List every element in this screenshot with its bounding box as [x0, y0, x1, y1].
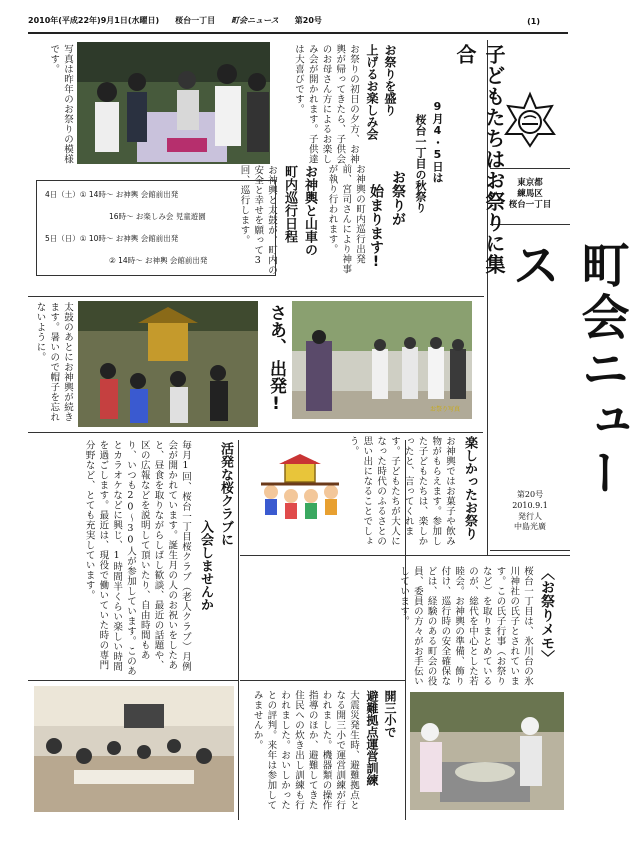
tanoshikatta-body: お神輿ではお菓子や飲み物がもらえます。参加した子どもたちは、楽しかったと、言ってくれます。子どもたちが大人になった時代のふるさとの思い出になることでしょう。	[347, 436, 455, 546]
header-date: 2010年(平成22年)9月1日(水曜日)	[28, 15, 160, 25]
kappatsu-body2	[302, 564, 398, 674]
kappatsu-body: 毎月1回、桜台一丁目桜クラブ（老人クラブ）月例会が開かれています。誕生月の人のお祝いをしたあと、昼食を取りながらしばし歓談、最近の話題や、区の広報などを説明して頂いたり、自由時間もあり、いつも20～30人が参加しています。このあとカラオケなどに興じ、1時間半くらい楽しい時間を過ごします。最近は、現役で働いていた時の専門分野など、とても充実しています。	[83, 440, 191, 676]
masthead-publisher-label: 発行人	[518, 511, 542, 521]
top-story-body: お神輿の町内巡行出発前、宮司さんにより神事が執り行われます。	[326, 164, 365, 274]
masthead-location2: 練馬区	[517, 189, 543, 200]
schedule-row: 16時～ お楽しみ会 児童遊園	[109, 212, 206, 221]
top-story-sub3: お神輿と山車の	[302, 165, 317, 256]
drill-cooking-photo	[410, 692, 564, 810]
schedule-row: ② 14時～ お神輿 会館前出発	[109, 256, 208, 265]
saa-head2: 出発!	[266, 360, 286, 414]
masthead-issue: 第20号	[516, 490, 544, 499]
masthead-title: 町会ニュース	[504, 240, 629, 500]
tanoshikatta-head: 楽しかったお祭り	[462, 436, 477, 540]
festival-photo-mikoshi	[78, 301, 258, 427]
mikoshi-illustration	[255, 452, 345, 532]
header-org: 桜台一丁目	[175, 15, 216, 25]
top-story-date-head2: 桜台一丁目の秋祭り	[414, 114, 427, 213]
saa-head1: さあ、	[266, 304, 286, 355]
festival-photo-shrine	[292, 301, 472, 419]
festival-photo-top	[77, 42, 270, 164]
otanoshimi-body: お祭りの初日の夕方、お神輿が帰ってきたら、子供会のお母さん方によるお楽しみ会が開かれます。子供達は大喜びです。	[292, 44, 359, 164]
schedule-row: 4日（土）① 14時～ お神輿 会館前出発	[45, 190, 179, 199]
club-meeting-photo	[34, 686, 234, 812]
masthead-location1: 東京都	[517, 178, 543, 188]
top-story-sub2: 始まります!	[368, 184, 384, 270]
top-story-sub4: 町内巡行日程	[282, 165, 297, 243]
kaisan-head1: 開三小で	[383, 690, 397, 738]
memo-body: 桜台一丁目は、氷川台の氷川神社の氏子とされています。この氏子行事（お祭りなど）を取りまとめているのが、総代を中心とした若睦会。お神輿の準備、飾り付け、巡行時の安全確保などは、経験のある町会の役員、委員の方々がお手伝いしています。	[398, 566, 533, 686]
schedule-box	[36, 180, 276, 276]
top-story-headline: 子どもたちはお祭りに集合	[453, 44, 506, 275]
masthead-date: 2010.9.1	[512, 500, 548, 510]
otanoshimi-head1: お祭りを盛り	[383, 44, 397, 116]
otanoshimi-caption: 写真は昨年のお祭りの模様です。	[48, 44, 73, 164]
sakura-emblem-icon	[500, 90, 560, 150]
kaisan-body: 大震災発生時、避難拠点となる開三小で運営訓練が行われました。機器類の操作指導のほか、避難してきた住民への炊き出し訓練も行われました。おいしかったとの評判。来年は参加してみませんか。	[251, 690, 359, 810]
memo-head: 〈お祭りメモ〉	[539, 566, 555, 664]
kaisan-head2: 避難拠点運営訓練	[365, 690, 379, 786]
page-header	[28, 8, 568, 34]
header-issue: 第20号	[294, 15, 322, 25]
top-story-sub1: お祭りが	[390, 170, 406, 226]
page-number: (1)	[527, 17, 540, 26]
top-story-body2: お神輿と太鼓が、町内の安全と幸せを願って3回、巡行します。	[238, 165, 277, 275]
header-paper: 町会ニュース	[231, 15, 279, 25]
top-story-date-head: 9月4・5日は	[431, 100, 444, 183]
saa-body: 太鼓のあとにお神輿が続きます。暑いので帽子を忘れないように。	[34, 302, 73, 422]
schedule-row: 5日（日）① 10時～ お神輿 会館前出発	[45, 234, 179, 243]
masthead-location3: 桜台一丁目	[508, 200, 552, 211]
kappatsu-head2: 入会しませんか	[198, 520, 213, 611]
masthead-publisher: 中島光廣	[514, 522, 546, 532]
otanoshimi-head2: 上げるお楽しみ会	[365, 44, 379, 140]
shrine-photo-label: お祭り写真	[430, 406, 461, 413]
kappatsu-head1: 活発な桜クラブに	[218, 442, 233, 546]
